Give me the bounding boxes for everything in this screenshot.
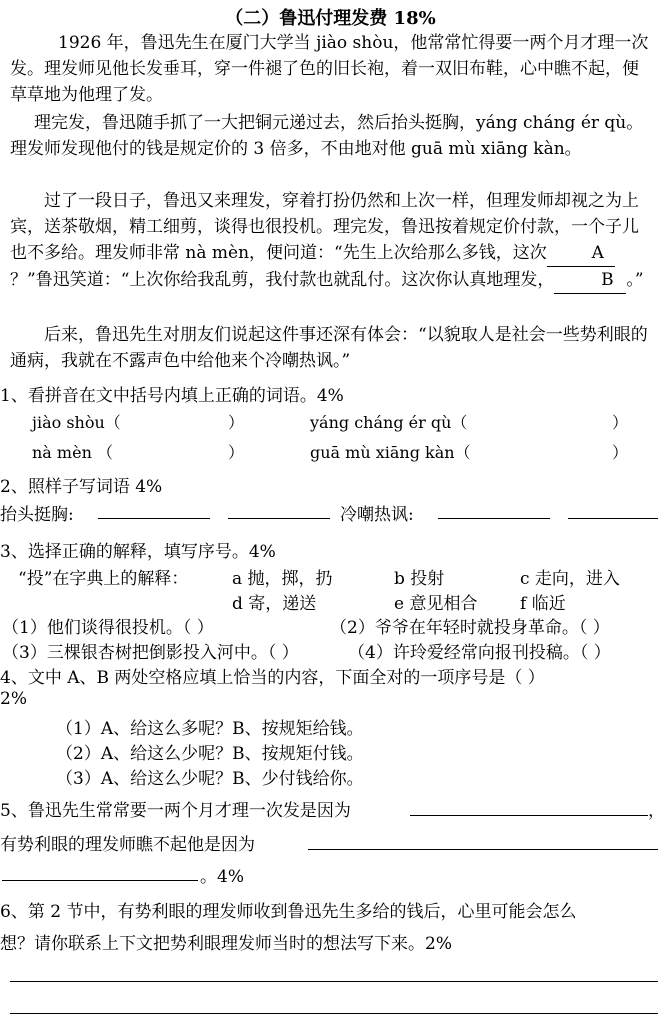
q5-answer-line-1[interactable] [410,815,648,816]
q5-answer-line-2[interactable] [308,849,658,850]
q6-answer-line-1[interactable] [10,981,658,982]
q3-prompt: 3、选择正确的解释，填写序号。4% [0,542,276,562]
q2-label-taitouting: 抬头挺胸: [0,505,74,525]
q1-pinyin-yangchangerqu: yáng cháng ér qù（ [310,413,468,432]
q1-pinyin-guamuxiangkan: guā mù xiāng kàn（ [310,443,471,462]
q3-sentence-2[interactable]: （2）爷爷在年轻时就投身革命。（ ） [330,618,610,638]
section-title: （二）鲁迅付理发费 18% [225,8,436,29]
passage-paragraph-4: 后来，鲁迅先生对朋友们说起这件事还深有体会：“以貌取人是社会一些势利眼的通病，我就在不露声色中给他来个冷嘲热讽。” [10,325,648,371]
q2-answer-line-4[interactable] [568,518,658,519]
q3-sentence-4[interactable]: （4）许玲爱经常向报刊投稿。（ ） [348,643,611,663]
q2-answer-line-3[interactable] [438,518,550,519]
q3-sentence-1[interactable]: （1）他们谈得很投机。（ ） [2,618,214,638]
q5-end: 。4% [200,867,244,887]
q6-answer-line-2[interactable] [10,1013,658,1014]
q4-option-1: （1）A、给这么多呢？B、按规矩给钱。 [56,719,364,739]
q1-paren-close-1: ） [228,413,245,432]
q1-paren-close-3: ） [228,443,245,462]
q1-pinyin-jiaoshou: jiào shòu（ [32,413,121,432]
q4-prompt: 4、文中 A、B 两处空格应填上恰当的内容，下面全对的一项序号是（ ） [0,668,545,688]
q3-option-e: e 意见相合 [394,594,478,614]
q5-line-2: 有势利眼的理发师瞧不起他是因为 [0,835,255,855]
q6-line-2: 想？请你联系上下文把势利眼理发师当时的想法写下来。2% [0,934,452,954]
q2-answer-line-1[interactable] [98,518,210,519]
q1-paren-close-4: ） [612,443,629,462]
passage-paragraph-3 [10,188,655,294]
q1-pinyin-namen: nà mèn （ [32,443,113,462]
q2-answer-line-2[interactable] [228,518,330,519]
paragraph-3-part-c: 。” [626,270,644,290]
q6-line-1: 6、第 2 节中，有势利眼的理发师收到鲁迅先生多给的钱后，心里可能会怎么 [0,902,577,922]
q4-percent: 2% [0,689,27,709]
q3-option-f: f 临近 [520,594,566,614]
q4-option-3: （3）A、给这么少呢？B、少付钱给你。 [56,769,364,789]
q5-comma: ， [648,801,665,821]
q5-answer-line-3[interactable] [2,880,198,881]
q2-label-lengchao: 冷嘲热讽: [340,505,414,525]
q1-paren-close-2: ） [612,413,629,432]
q3-option-d: d 寄，递送 [232,594,317,614]
q3-sentence-3[interactable]: （3）三棵银杏树把倒影投入河中。（ ） [2,643,299,663]
q5-line-1: 5、鲁迅先生常常要一两个月才理一次发是因为 [0,801,351,821]
paragraph-3-part-a: 过了一段日子，鲁迅又来理发，穿着打扮仍然和上次一样，但理发师却视之为上宾，送茶敬烟，精工细剪，谈得也很投机。理完发，鲁迅按着规定价付款，一个子儿也不多给。理发师非常 nà mèn，便问道：“先生上次给那么多钱，这次 [10,191,639,263]
blank-b[interactable]: B [554,267,626,294]
paragraph-3-part-b: ？”鲁迅笑道：“上次你给我乱剪，我付款也就乱付。这次你认真地理发， [10,270,555,290]
passage-paragraph-2: 理完发，鲁迅随手抓了一大把铜元递过去，然后抬头挺胸，yáng cháng ér qù。理发师发现他付的钱是规定价的 3 倍多，不由地对他 guā mù xiāng kàn。 [10,113,644,159]
q3-intro: “投”在字典上的解释： [18,569,189,589]
q1-prompt: 1、看拼音在文中括号内填上正确的词语。4% [0,386,344,406]
passage-paragraph-1: 1926 年，鲁迅先生在厦门大学当 jiào shòu，他常常忙得要一两个月才理一次发。理发师见他长发垂耳，穿一件褪了色的旧长袍，着一双旧布鞋，心中瞧不起，便草草地为他理了发。 [10,33,649,105]
q3-option-c: c 走向，进入 [520,569,620,589]
q4-option-2: （2）A、给这么少呢？B、按规矩付钱。 [56,744,364,764]
blank-a[interactable]: A [547,240,615,267]
q3-option-a: a 抛，掷，扔 [232,569,333,589]
q2-prompt: 2、照样子写词语 4% [0,477,163,497]
q3-option-b: b 投射 [394,569,445,589]
